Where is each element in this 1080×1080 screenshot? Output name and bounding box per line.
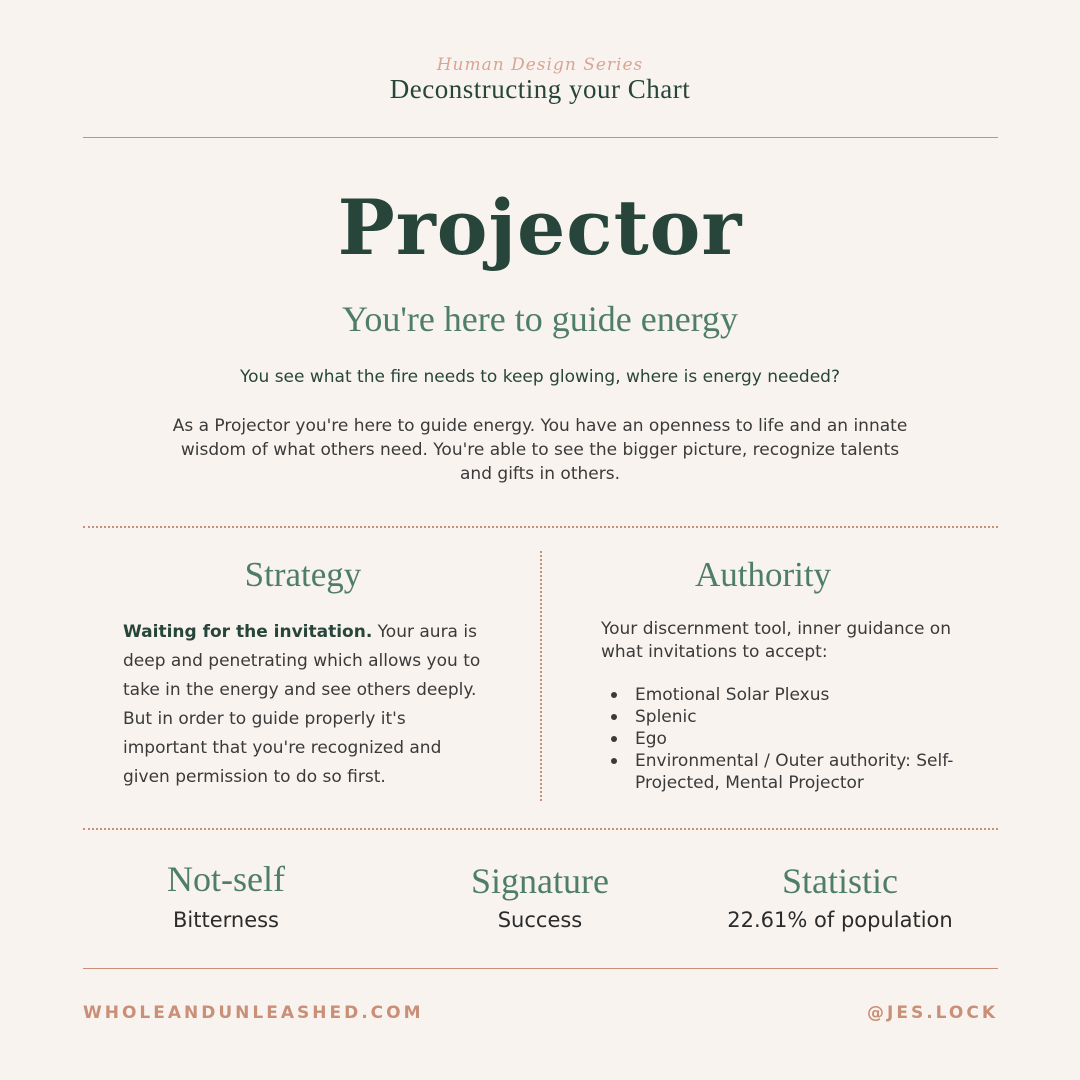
signature-value: Success — [497, 908, 583, 932]
social-handle[interactable]: @JES.LOCK — [867, 1003, 998, 1023]
top-divider — [83, 137, 998, 138]
page-title: Projector — [337, 183, 743, 272]
intro-paragraph: As a Projector you're here to guide energy. You have an openness to life and an innate wisdom of what others need. You're able to see the bigger picture, recognize talents and gifts in others. — [172, 416, 908, 484]
list-item: Environmental / Outer authority: Self-Projected, Mental Projector — [601, 750, 981, 794]
authority-intro: Your discernment tool, inner guidance on what invitations to accept: — [601, 619, 951, 662]
dotted-divider-upper — [83, 526, 998, 528]
dotted-divider-lower — [83, 828, 998, 830]
statistic-value: 22.61% of population — [727, 908, 953, 932]
bottom-divider — [83, 968, 998, 969]
authority-heading: Authority — [694, 555, 832, 594]
authority-list — [601, 684, 981, 794]
question-text: You see what the fire needs to keep glowing, where is energy needed? — [239, 367, 840, 387]
not-self-value: Bitterness — [172, 908, 279, 932]
tagline: You're here to guide energy — [341, 299, 739, 339]
signature-heading: Signature — [471, 861, 609, 901]
list-item: Splenic — [601, 706, 981, 728]
series-subtitle: Deconstructing your Chart — [389, 74, 691, 104]
series-label: Human Design Series — [436, 55, 644, 75]
list-item: Ego — [601, 728, 981, 750]
list-item: Emotional Solar Plexus — [601, 684, 981, 706]
vertical-divider — [540, 551, 542, 801]
strategy-body — [123, 618, 493, 792]
strategy-heading: Strategy — [244, 555, 362, 594]
statistic-heading: Statistic — [782, 861, 898, 901]
website-link[interactable]: WHOLEANDUNLEASHED.COM — [83, 1003, 424, 1023]
not-self-heading: Not-self — [167, 859, 285, 899]
strategy-lead: Waiting for the invitation. — [123, 622, 373, 642]
strategy-description: Your aura is deep and penetrating which allows you to take in the energy and see others deeply. But in order to guide properly it's important that you're recognized and given permission to do so first. — [123, 622, 481, 787]
